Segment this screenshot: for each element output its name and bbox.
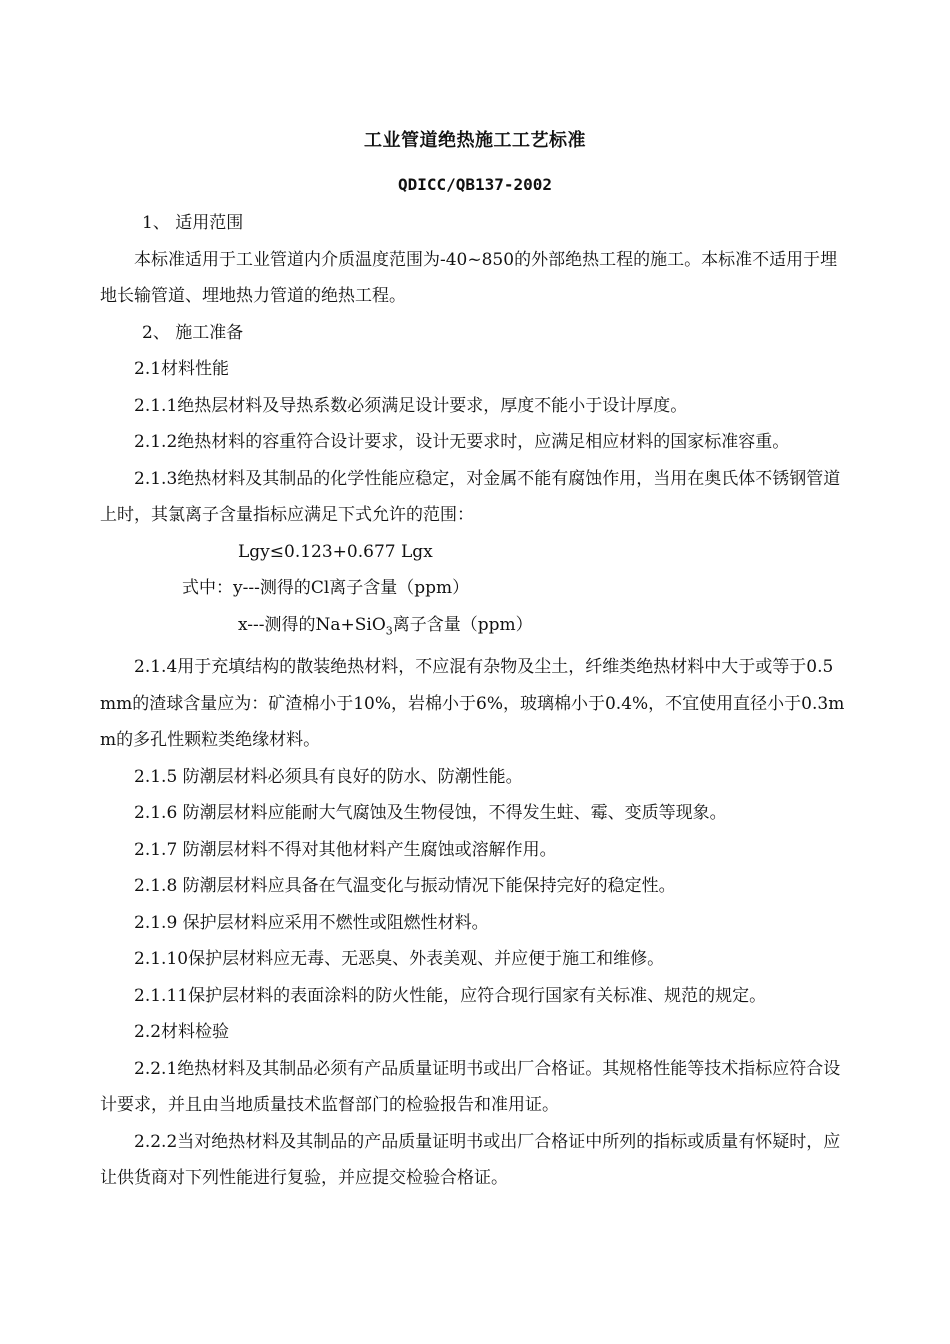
paragraph-2-1-7: 2.1.7 防潮层材料不得对其他材料产生腐蚀或溶解作用。 (134, 839, 557, 860)
subsection-heading-2-1: 2.1材料性能 (134, 359, 230, 379)
paragraph-2-2-1: 2.2.1绝热材料及其制品必须有产品质量证明书或出厂合格证。其规格性能等技术指标应符合设计要求，并且由当地质量技术监督部门的检验报告和准用证。 (100, 1058, 841, 1116)
paragraph-2-1-8: 2.1.8 防潮层材料应具备在气温变化与振动情况下能保持完好的稳定性。 (134, 876, 676, 897)
paragraph-2-1-6: 2.1.6 防潮层材料应能耐大气腐蚀及生物侵蚀，不得发生蛀、霉、变质等现象。 (134, 803, 727, 824)
formula-where-x-sub: 3 (385, 623, 393, 637)
formula: Lgy≤0.123+0.677 Lgx (238, 541, 433, 562)
formula-where-x-post: 离子含量（ppm） (392, 614, 533, 635)
paragraph-2-1-5: 2.1.5 防潮层材料必须具有良好的防水、防潮性能。 (134, 766, 523, 787)
paragraph-2-1-1: 2.1.1绝热层材料及导热系数必须满足设计要求，厚度不能小于设计厚度。 (134, 395, 688, 416)
section-heading-2: 2、 施工准备 (142, 322, 244, 343)
paragraph-2-1-9: 2.1.9 保护层材料应采用不燃性或阻燃性材料。 (134, 912, 489, 933)
paragraph-2-1-2: 2.1.2绝热材料的容重符合设计要求，设计无要求时，应满足相应材料的国家标准容重。 (134, 432, 790, 452)
formula-where-y: 式中：y---测得的Cl离子含量（ppm） (182, 578, 470, 598)
paragraph-2-1-3: 2.1.3绝热材料及其制品的化学性能应稳定，对金属不能有腐蚀作用，当用在奥氏体不锈钢管道上时，其氯离子含量指标应满足下式允许的范围： (100, 468, 841, 525)
document-title: 工业管道绝热施工工艺标准 (364, 130, 586, 151)
paragraph-scope: 本标准适用于工业管道内介质温度范围为-40~850的外部绝热工程的施工。本标准不适用于埋地长输管道、埋地热力管道的绝热工程。 (100, 249, 838, 306)
formula-where-x (100, 607, 845, 650)
paragraph-2-2-2: 2.2.2当对绝热材料及其制品的产品质量证明书或出厂合格证中所列的指标或质量有怀疑时，应让供货商对下列性能进行复验，并应提交检验合格证。 (100, 1131, 841, 1189)
section-heading-1: 1、 适用范围 (142, 213, 244, 233)
paragraph-2-1-10: 2.1.10保护层材料应无毒、无恶臭、外表美观、并应便于施工和维修。 (134, 949, 665, 970)
paragraph-2-1-11: 2.1.11保护层材料的表面涂料的防火性能，应符合现行国家有关标准、规范的规定。 (134, 985, 767, 1006)
standard-code: QDICC/QB137-2002 (397, 175, 553, 194)
formula-where-x-pre: x---测得的Na+SiO (238, 614, 386, 635)
document-body (100, 205, 845, 1197)
paragraph-2-1-4: 2.1.4用于充填结构的散装绝热材料，不应混有杂物及尘土，纤维类绝热材料中大于或等于0.5mm的渣球含量应为：矿渣棉小于10%，岩棉小于6%，玻璃棉小于0.4%，不宜使用直径小于0.3mm的多孔性颗粒类绝缘材料。 (100, 657, 845, 751)
subsection-heading-2-2: 2.2材料检验 (134, 1022, 230, 1043)
